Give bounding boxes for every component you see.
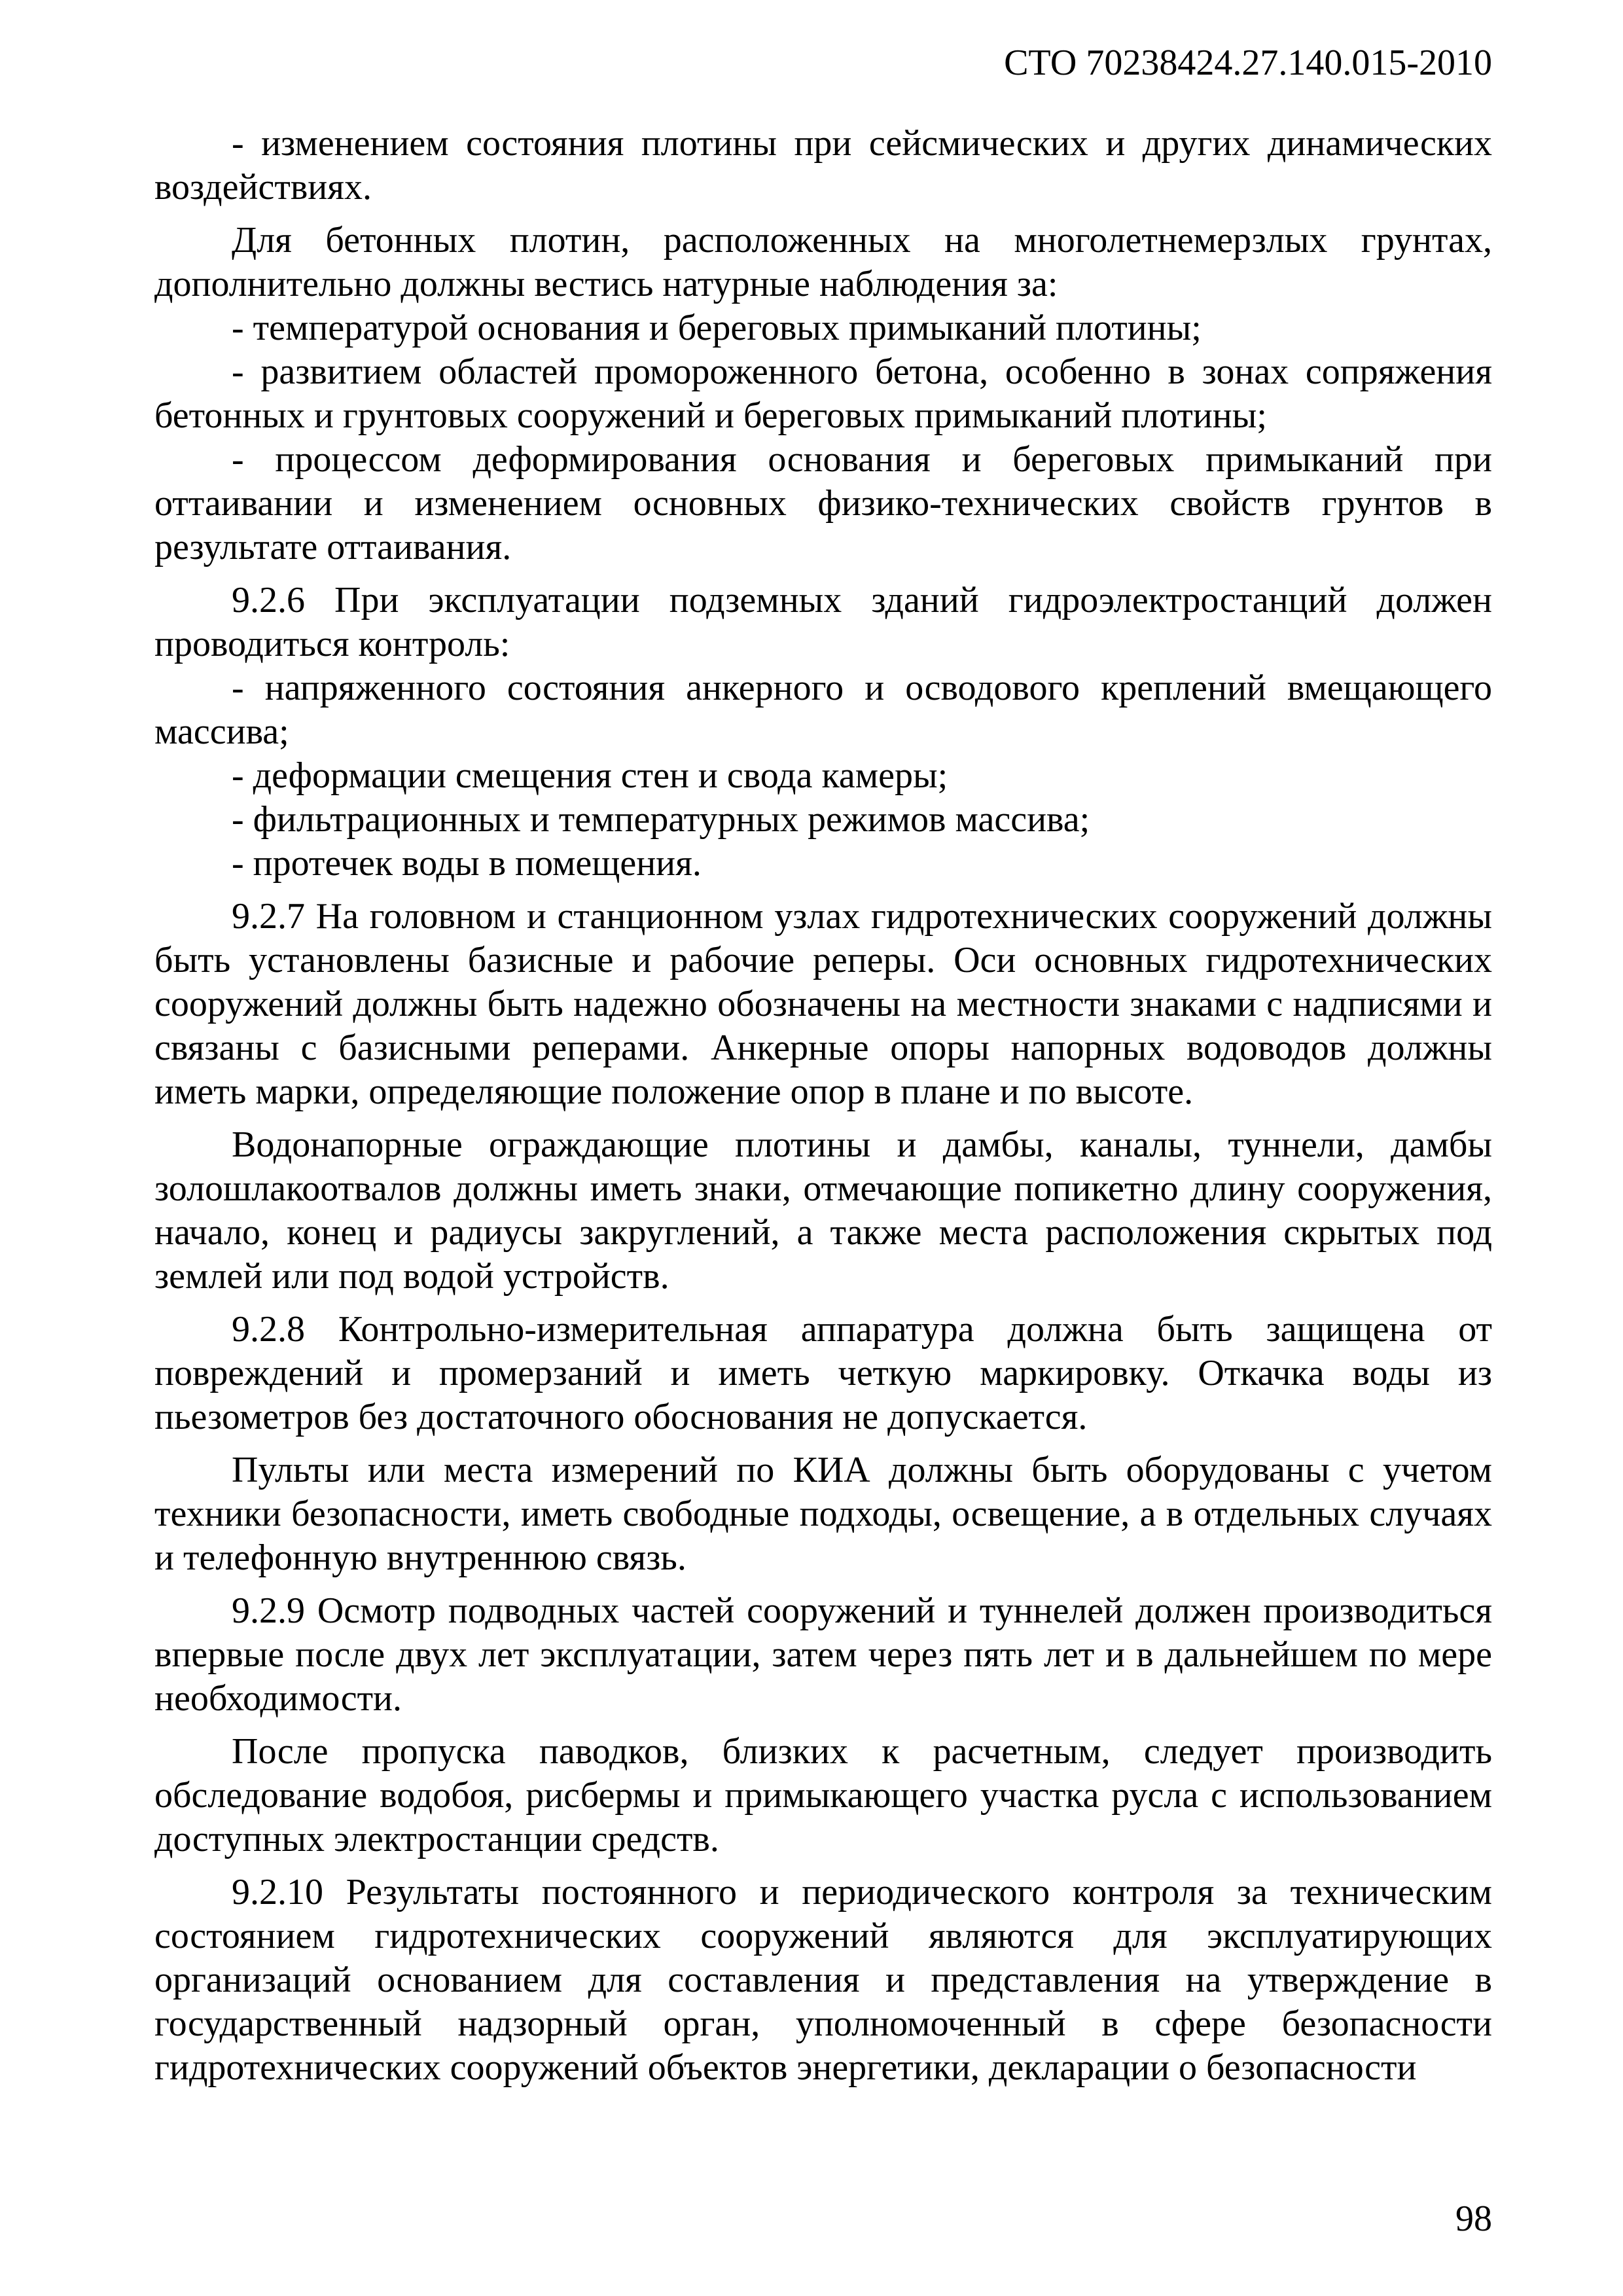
paragraph: - изменением состояния плотины при сейсмических и других динамических воздействиях.	[154, 123, 1492, 207]
list-item: - протечек воды в помещения.	[232, 843, 702, 884]
section-9-2-8: 9.2.8 Контрольно-измерительная аппаратура должна быть защищена от повреждений и промерзаний и иметь четкую маркировку. Откачка воды из пьезометров без достаточного обоснования не допускается.	[154, 1309, 1492, 1437]
list-item: - деформации смещения стен и свода камеры;	[232, 755, 948, 796]
document-body	[154, 123, 1492, 2099]
section-9-2-10: 9.2.10 Результаты постоянного и периодического контроля за техническим состоянием гидротехнических сооружений являются для эксплуатирующих организаций основанием для составления и представления на утверждение в государственный надзорный орган, уполномоченный в сфере безопасности гидротехнических сооружений объектов энергетики, декларации о безопасности	[154, 1872, 1492, 2088]
section-9-2-7: 9.2.7 На головном и станционном узлах гидротехнических сооружений должны быть установлены базисные и рабочие реперы. Оси основных гидротехнических сооружений должны быть надежно обозначены на местности знаками с надписями и связаны с базисными реперами. Анкерные опоры напорных водоводов должны иметь марки, определяющие положение опор в плане и по высоте.	[154, 896, 1492, 1112]
paragraph: Пульты или места измерений по КИА должны быть оборудованы с учетом техники безопасности, иметь свободные подходы, освещение, а в отдельных случаях и телефонную внутреннюю связь.	[154, 1450, 1492, 1578]
section-9-2-6: 9.2.6 При эксплуатации подземных зданий гидроэлектростанций должен проводиться контроль:	[154, 580, 1492, 664]
list-item: - фильтрационных и температурных режимов массива;	[232, 799, 1090, 840]
document-code: СТО 70238424.27.140.015-2010	[1004, 43, 1492, 83]
paragraph: После пропуска паводков, близких к расчетным, следует производить обследование водобоя, рисбермы и примыкающего участка русла с использованием доступных электростанции средств.	[154, 1731, 1492, 1859]
list-item: - развитием областей промороженного бетона, особенно в зонах сопряжения бетонных и грунтовых сооружений и береговых примыканий плотины;	[154, 351, 1492, 436]
list-item: - напряженного состояния анкерного и осводового креплений вмещающего массива;	[154, 668, 1492, 752]
list-item: - температурой основания и береговых примыканий плотины;	[232, 308, 1202, 348]
paragraph: Для бетонных плотин, расположенных на многолетнемерзлых грунтах, дополнительно должны вестись натурные наблюдения за:	[154, 220, 1492, 304]
list-item: - процессом деформирования основания и береговых примыканий при оттаивании и изменением основных физико-технических свойств грунтов в результате оттаивания.	[154, 439, 1492, 567]
paragraph: Водонапорные ограждающие плотины и дамбы, каналы, туннели, дамбы золошлакоотвалов должны иметь знаки, отмечающие попикетно длину сооружения, начало, конец и радиусы закруглений, а также места расположения скрытых под землей или под водой устройств.	[154, 1124, 1492, 1297]
section-9-2-9: 9.2.9 Осмотр подводных частей сооружений и туннелей должен производиться впервые после двух лет эксплуатации, затем через пять лет и в дальнейшем по мере необходимости.	[154, 1590, 1492, 1719]
page-number: 98	[1455, 2198, 1492, 2239]
